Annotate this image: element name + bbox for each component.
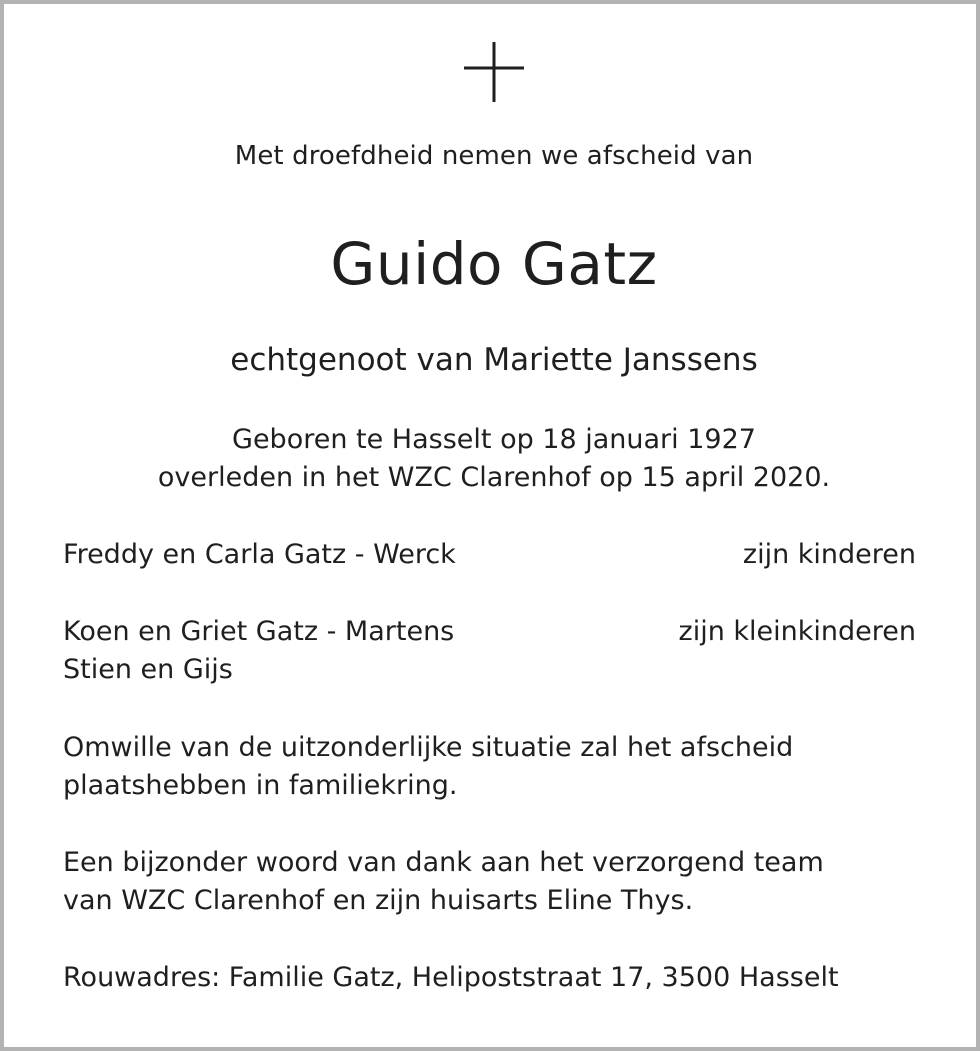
- deceased-name: Guido Gatz: [330, 230, 658, 298]
- children-names: Freddy en Carla Gatz - Werck: [63, 539, 456, 570]
- thanks-line-2: van WZC Clarenhof en zijn huisarts Eline Thys.: [63, 885, 694, 916]
- grandchildren-relation: zijn kleinkinderen: [678, 616, 916, 647]
- family-row-grandchildren: [63, 616, 916, 652]
- mourning-address: Rouwadres: Familie Gatz, Helipoststraat 17, 3500 Hasselt: [63, 962, 839, 993]
- grandchildren-names-2: Stien en Gijs: [63, 654, 233, 685]
- family-row-children: [63, 539, 916, 575]
- birth-line: Geboren te Hasselt op 18 januari 1927: [232, 424, 756, 455]
- death-line: overleden in het WZC Clarenhof op 15 april 2020.: [157, 462, 831, 493]
- children-relation: zijn kinderen: [742, 539, 916, 570]
- cross-icon: [464, 42, 524, 102]
- thanks-line-1: Een bijzonder woord van dank aan het verzorgend team: [63, 847, 824, 878]
- grandchildren-names: Koen en Griet Gatz - Martens: [63, 616, 455, 647]
- notice-line-1: Omwille van de uitzonderlijke situatie zal het afscheid: [63, 732, 794, 763]
- notice-line-2: plaatshebben in familiekring.: [63, 770, 458, 801]
- intro-text: Met droefdheid nemen we afscheid van: [234, 141, 754, 171]
- spouse-line: echtgenoot van Mariette Janssens: [230, 342, 758, 378]
